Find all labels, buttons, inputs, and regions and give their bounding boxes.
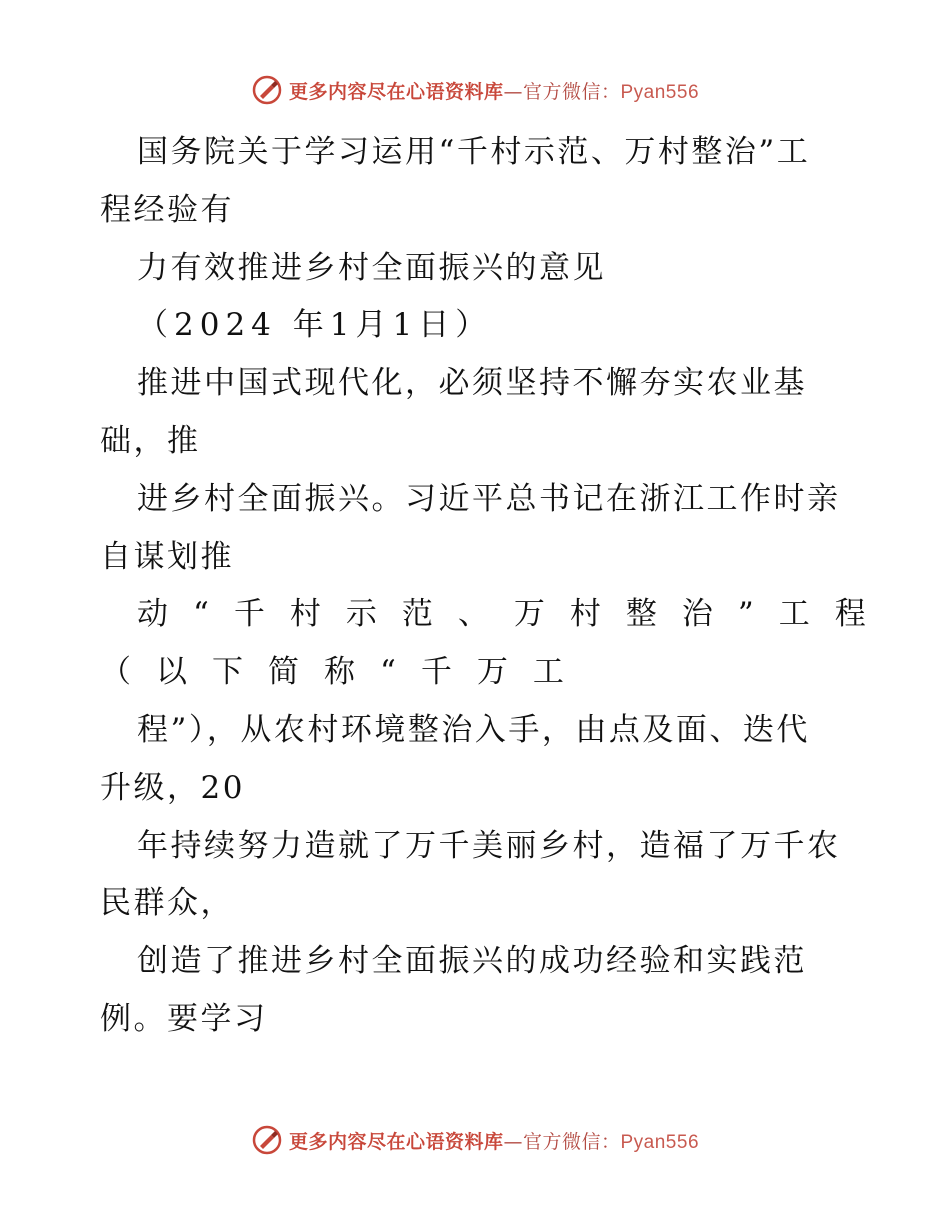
document-title-line-3: 力有效推进乡村全面振兴的意见 [137, 249, 606, 286]
paragraph-line: （以下简称“千万工 [100, 654, 589, 691]
paragraph-line: 动“千村示范、万村整治”工程 [137, 596, 891, 633]
paragraph-line: 例。要学习 [100, 1000, 268, 1037]
pen-logo-icon [251, 1124, 283, 1156]
paragraph-line: 民群众， [100, 885, 234, 922]
watermark-text [289, 77, 699, 104]
paragraph-line: 进乡村全面振兴。习近平总书记在浙江工作时亲 [137, 480, 841, 517]
watermark-separator: — [503, 80, 523, 103]
watermark-site: 更多内容尽在心语资料库 [288, 1130, 504, 1153]
watermark-contact-id: Pyan556 [620, 81, 700, 103]
paragraph-line: 础，推 [100, 422, 201, 459]
document-body [100, 124, 891, 1049]
paragraph-line: 程”），从农村环境整治入手，由点及面、迭代 [137, 711, 810, 748]
footer-watermark [0, 1120, 950, 1160]
watermark-contact-label: 官方微信： [522, 1130, 621, 1153]
watermark-site: 更多内容尽在心语资料库 [288, 80, 504, 103]
document-date: （2024 年1月1日） [137, 307, 493, 344]
header-watermark [0, 70, 950, 110]
document-title-line-2: 程经验有 [100, 191, 234, 228]
watermark-contact-id: Pyan556 [620, 1131, 700, 1153]
watermark-separator: — [503, 1130, 523, 1153]
paragraph-line: 自谋划推 [100, 538, 234, 575]
paragraph-line: 年持续努力造就了万千美丽乡村，造福了万千农 [137, 827, 841, 864]
paragraph-line: 升级，20 [100, 769, 245, 806]
watermark-contact-label: 官方微信： [522, 80, 621, 103]
document-title-line-1: 国务院关于学习运用“千村示范、万村整治”工 [137, 134, 811, 170]
pen-logo-icon [251, 74, 283, 106]
watermark-text [289, 1127, 699, 1154]
paragraph-line: 创造了推进乡村全面振兴的成功经验和实践范 [137, 943, 807, 980]
paragraph-line: 推进中国式现代化，必须坚持不懈夯实农业基 [137, 365, 807, 402]
